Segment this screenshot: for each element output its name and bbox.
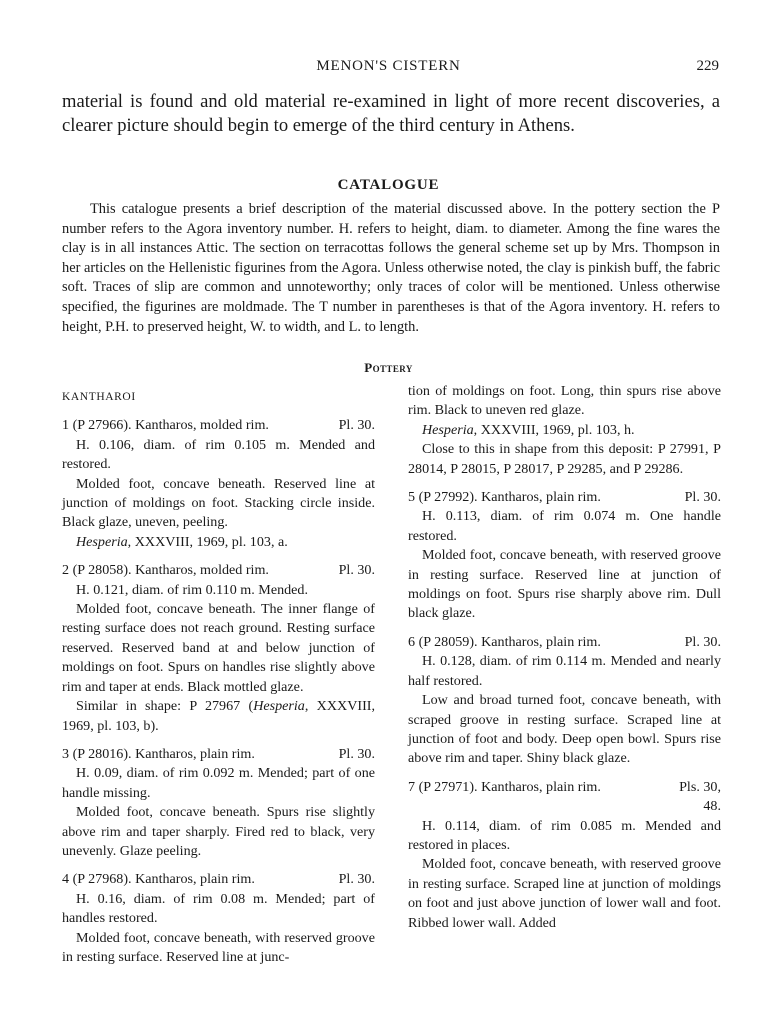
- catalogue-entry-7: [408, 778, 721, 933]
- catalogue-entry-3: [62, 745, 375, 861]
- entry-description: Molded foot, concave beneath, with reserved groove in resting surface. Reserved line at junc-: [62, 929, 375, 965]
- similar-prefix: Similar in shape: P 27967 (: [76, 698, 254, 715]
- entry-title: (P 28016). Kantharos, plain rim.: [72, 745, 255, 762]
- entry-number: 3: [62, 745, 70, 762]
- journal-name: Hesperia: [253, 698, 305, 715]
- journal-name: Hesperia: [76, 533, 128, 550]
- entry-number: 1: [62, 417, 70, 434]
- citation: , XXXVIII, 1969, pl. 103, b).: [62, 698, 375, 734]
- entry-dimensions: H. 0.106, diam. of rim 0.105 m. Mended and restored.: [62, 436, 375, 473]
- entry-heading: [408, 633, 721, 652]
- entry-description: Molded foot, concave beneath. Reserved line at junction of moldings on foot. Stacking circle inside. Black glaze, uneven, peeling.: [62, 475, 375, 531]
- entry-description: Low and broad turned foot, concave beneath, with scraped groove in resting surface. Scraped line at junction of foot and body. Deep open bowl. Spurs rise above rim and taper. Shiny black glaze.: [408, 692, 721, 767]
- catalogue-entry-4: [62, 870, 375, 967]
- entry-heading: [408, 778, 721, 815]
- entry-bibliography: [62, 533, 375, 552]
- citation: , XXXVIII, 1969, pl. 103, a.: [127, 533, 288, 550]
- entry-number: 4: [62, 871, 70, 888]
- entry-dimensions: H. 0.16, diam. of rim 0.08 m. Mended; part of handles restored.: [62, 890, 375, 927]
- entry-bibliography: [408, 421, 721, 440]
- catalogue-heading: CATALOGUE: [337, 177, 440, 193]
- entry-title: (P 27968). Kantharos, plain rim.: [72, 871, 255, 888]
- entry-description: Molded foot, concave beneath. The inner flange of resting surface does not reach ground. Resting surface reserved. Reserved band at and below junction of moldings on foot. Spurs on handles rise slightly above rim and taper at ends. Black mottled glaze.: [62, 601, 375, 695]
- catalogue-entry-4-continued: [408, 382, 721, 479]
- entry-similar: [62, 697, 375, 736]
- running-head: [0, 58, 777, 80]
- entry-number: 2: [62, 562, 70, 579]
- lead-paragraph: material is found and old material re-examined in light of more recent discoveries, a clearer picture should begin to emerge of the third century in Athens.: [62, 91, 720, 136]
- catalogue-entry-6: [408, 633, 721, 769]
- catalogue-intro: This catalogue presents a brief description of the material discussed above. In the pottery section the P number refers to the Agora inventory number. H. refers to height, diam. to diameter. Among the fine wares the clay is in all instances Attic. The section on terracottas follows the general scheme set up by Mrs. Thompson in her articles on the Hellenistic figurines from the Agora. Unless otherwise noted, the clay is pinkish buff, the fabric soft. Traces of slip are common and unnoteworthy; only traces of color will be mentioned. Unless otherwise specified, the figurines are moldmade. The T number in parentheses is that of the Agora inventory. H. refers to height, P.H. to preserved height, W. to width, and L. to length.: [62, 201, 720, 335]
- plate-reference: Pl. 30.: [338, 871, 375, 888]
- catalogue-entry-2: [62, 561, 375, 736]
- entry-heading: [62, 870, 375, 889]
- right-column: [408, 382, 721, 942]
- page-number: 229: [696, 58, 719, 74]
- entry-title: (P 27971). Kantharos, plain rim.: [418, 778, 601, 795]
- plate-reference: Pl. 30.: [338, 562, 375, 579]
- entry-number: 7: [408, 778, 416, 795]
- entry-description: Molded foot, concave beneath, with reserved groove in resting surface. Reserved line at junction of moldings on foot. Spurs rise sharply above rim. Dull black glaze.: [408, 547, 721, 622]
- running-title: MENON'S CISTERN: [316, 58, 461, 74]
- entry-title: (P 27966). Kantharos, molded rim.: [72, 417, 269, 434]
- plate-reference: Pl. 30.: [684, 489, 721, 506]
- pottery-heading: Pottery: [364, 360, 413, 375]
- entry-dimensions: H. 0.128, diam. of rim 0.114 m. Mended and nearly half restored.: [408, 653, 721, 689]
- entry-description-continued: tion of moldings on foot. Long, thin spurs rise above rim. Black to uneven red glaze.: [408, 383, 721, 419]
- entry-heading: [62, 416, 375, 435]
- entry-title: (P 28059). Kantharos, plain rim.: [418, 633, 601, 650]
- entry-description: Molded foot, concave beneath, with reserved groove in resting surface. Scraped line at junction of moldings on foot and just above junction of lower wall and foot. Ribbed lower wall. Added: [408, 856, 721, 931]
- entry-dimensions: H. 0.114, diam. of rim 0.085 m. Mended and restored in places.: [408, 817, 721, 853]
- entry-dimensions: H. 0.113, diam. of rim 0.074 m. One handle restored.: [408, 508, 721, 544]
- citation: , XXXVIII, 1969, pl. 103, h.: [473, 421, 635, 438]
- entry-dimensions: H. 0.09, diam. of rim 0.092 m. Mended; part of one handle missing.: [62, 765, 375, 801]
- plate-reference: Pl. 30.: [338, 745, 375, 762]
- entry-heading: [62, 745, 375, 764]
- entry-title: (P 27992). Kantharos, plain rim.: [418, 489, 601, 506]
- entry-heading: [408, 488, 721, 507]
- plate-reference: Pl. 30.: [684, 633, 721, 650]
- entry-title: (P 28058). Kantharos, molded rim.: [72, 562, 269, 579]
- plate-reference: Pl. 30.: [338, 417, 375, 434]
- entry-comparanda: Close to this in shape from this deposit: P 27991, P 28014, P 28015, P 28017, P 29285, and P 29286.: [408, 441, 721, 477]
- entry-dimensions: H. 0.121, diam. of rim 0.110 m. Mended.: [76, 581, 308, 598]
- entry-description: Molded foot, concave beneath. Spurs rise slightly above rim and taper sharply. Fired red to black, very unevenly. Glaze peeling.: [62, 804, 375, 859]
- section-label: KANTHAROI: [62, 391, 136, 403]
- catalogue-entry-1: [62, 416, 375, 552]
- left-column: [62, 382, 375, 976]
- entry-number: 6: [408, 633, 416, 650]
- catalogue-entry-5: [408, 488, 721, 624]
- journal-name: Hesperia: [422, 421, 474, 438]
- entry-number: 5: [408, 489, 416, 506]
- plate-reference: Pls. 30, 48.: [679, 778, 721, 815]
- entry-heading: [62, 561, 375, 580]
